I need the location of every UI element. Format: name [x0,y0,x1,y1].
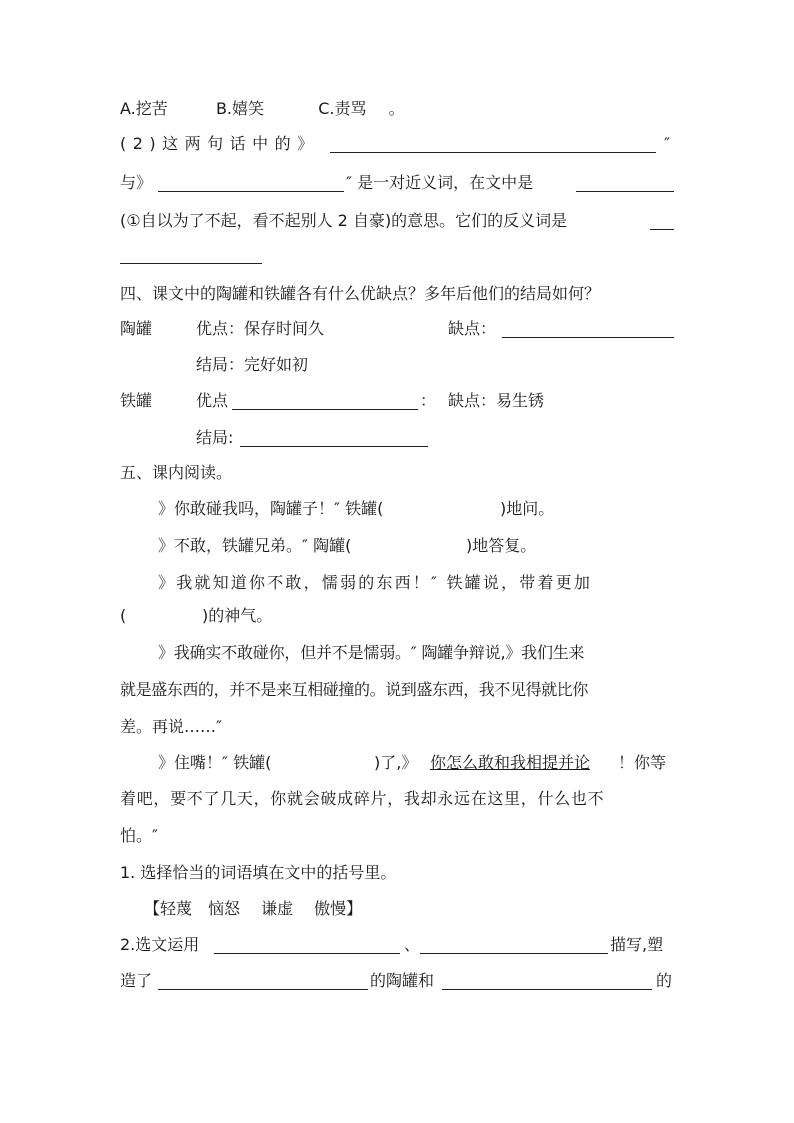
tao-end-value: 完好如初 [244,355,309,374]
q3-sub2-line3: (①自以为了不起，看不起别人 2 自豪)的意思。它们的反义词是 [120,211,568,230]
p5-text-1a: 》住嘴！″ 铁罐( [158,753,272,772]
p5-text-2: 着吧，要不了几天，你就会破成碎片，我却永远在这里，什么也不 [120,789,605,808]
p2-text: 》不敢，铁罐兄弟。″ 陶罐( [158,536,352,555]
blank-q3-antonym-b[interactable] [120,246,262,264]
p1-text: 》你敢碰我吗，陶罐子！″ 铁罐( [158,499,384,518]
p5-text-3: 怕。″ [120,826,158,845]
blank-q3-antonym-a[interactable] [650,212,674,230]
tie-disadv-label: 缺点： [448,391,497,410]
tao-disadv-label: 缺点： [448,319,497,338]
tao-adv-label: 优点： [196,319,245,338]
blank-q3-synonym-1[interactable] [330,135,656,153]
p4-text-3: 差。再说……″ [120,717,222,736]
p4-text-1: 》我确实不敢碰你，但并不是懦弱。″ 陶罐争辩说,》我们生来 [158,643,585,662]
blank-q2-tie-trait[interactable] [442,972,652,990]
q3-sub2-line2: 与》 [120,173,153,192]
blank-q3-meaning[interactable] [576,174,674,192]
tie-adv-label: 优点 [196,391,229,410]
tie-end-label: 结局: [196,428,234,447]
blank-tie-end[interactable] [240,429,428,447]
p4-text-2: 就是盛东西的，并不是来互相碰撞的。说到盛东西，我不见得就比你 [120,680,589,699]
blank-q2-tao-trait[interactable] [158,972,368,990]
tie-disadv-value: 易生锈 [496,391,545,410]
q5-title: 五、课内阅读。 [120,463,233,482]
blank-q3-synonym-2[interactable] [158,174,344,192]
blank-q2-method-1[interactable] [214,936,400,954]
q3-sub2-lead: (2)这两句话中的》 [120,134,320,153]
blank-tie-adv[interactable] [232,392,418,410]
p3-text: 》我就知道你不敢，懦弱的东西！″ 铁罐说，带着更加 [158,573,593,592]
q4-question: 四、课文中的陶罐和铁罐各有什么优缺点？多年后他们的结局如何？ [120,284,601,303]
tao-name: 陶罐 [120,319,153,338]
q5-question-2: 2.选文运用 [120,935,200,954]
word-bank: 【轻蔑 恼怒 谦虚 傲慢】 [144,899,363,918]
blank-q2-method-2[interactable] [420,936,608,954]
tao-adv-value: 保存时间久 [244,319,325,338]
option-a: A.挖苦 [120,99,168,118]
underlined-phrase: 你怎么敢和我相提并论 [430,753,591,772]
blank-tao-disadv[interactable] [502,320,674,338]
q5-question-1: 1. 选择恰当的词语填在文中的括号里。 [120,863,397,882]
option-b: B.嬉笑 [215,99,265,118]
option-c: C.责骂 [318,99,367,118]
tao-end-label: 结局： [196,355,245,374]
q3-options: A.挖苦 B.嬉笑 C.责骂 。 [120,99,405,118]
tie-name: 铁罐 [120,391,153,410]
